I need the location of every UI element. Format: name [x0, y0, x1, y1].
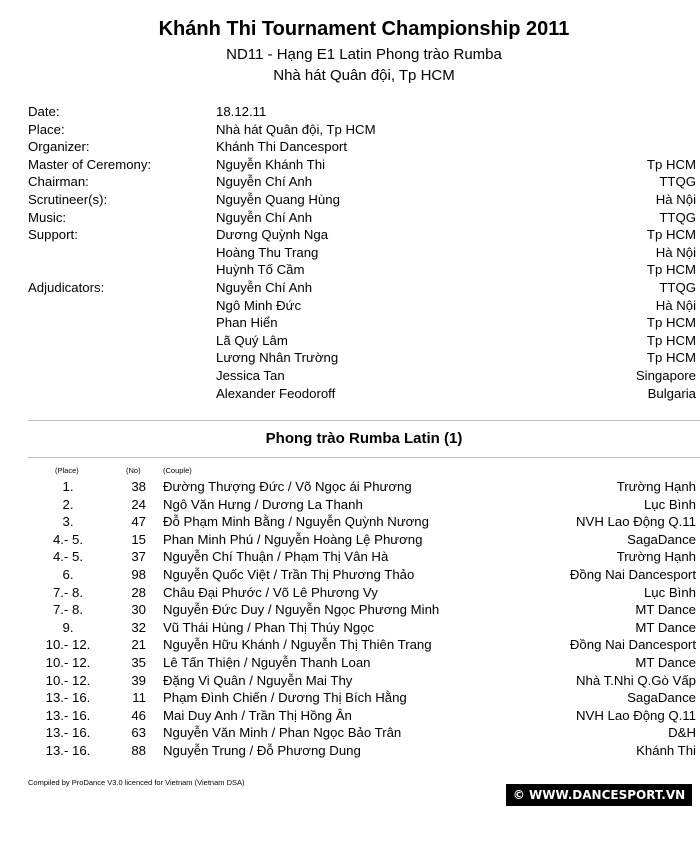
table-row	[0, 513, 696, 531]
info-location: Tp HCM	[646, 315, 696, 331]
table-row	[0, 636, 696, 654]
info-name: Khánh Thi Dancesport	[216, 139, 347, 155]
result-club: Khánh Thi	[636, 742, 696, 758]
result-club: Lục Bình	[643, 584, 696, 600]
table-row	[0, 496, 696, 514]
result-couple: Nguyễn Đức Duy / Nguyễn Ngọc Phương Minh	[163, 602, 440, 618]
info-location: TTQG	[659, 279, 696, 295]
info-label: Organizer:	[28, 139, 90, 155]
result-place: 2.	[62, 496, 74, 512]
result-club: MT Dance	[635, 602, 696, 618]
table-row	[0, 601, 696, 619]
result-club: Nhà T.Nhi Q.Gò Vấp	[576, 672, 696, 688]
info-location: Tp HCM	[646, 350, 696, 366]
result-couple: Đường Thượng Đức / Võ Ngọc ái Phương	[163, 479, 412, 494]
result-couple: Vũ Thái Hùng / Phan Thị Thúy Ngọc	[163, 619, 375, 635]
info-label: Master of Ceremony:	[28, 156, 152, 172]
table-row	[0, 707, 696, 725]
result-club: Đồng Nai Dancesport	[569, 637, 696, 653]
result-couple: Lê Tấn Thiện / Nguyễn Thanh Loan	[163, 654, 371, 670]
result-couple: Phan Minh Phú / Nguyễn Hoàng Lệ Phương	[163, 531, 423, 547]
result-club: Lục Bình	[643, 496, 696, 512]
watermark-badge: © WWW.DANCESPORT.VN	[506, 784, 692, 806]
result-club: MT Dance	[635, 654, 696, 670]
result-place: 13.- 16.	[45, 690, 91, 706]
result-couple: Phạm Đình Chiến / Dương Thị Bích Hằng	[163, 690, 407, 706]
result-club: NVH Lao Động Q.11	[576, 514, 696, 530]
result-couple: Ngô Văn Hưng / Dương La Thanh	[163, 496, 363, 512]
table-row	[0, 742, 696, 760]
info-location: Singapore	[635, 367, 696, 383]
table-row	[0, 672, 696, 690]
result-place: 13.- 16.	[45, 725, 91, 741]
result-number: 30	[131, 602, 146, 618]
result-place: 7.- 8.	[52, 584, 84, 600]
info-row-support	[28, 226, 696, 244]
info-label: Date:	[28, 104, 60, 119]
info-name: Nhà hát Quân đội, Tp HCM	[216, 121, 376, 137]
results-header-couple: (Couple)	[163, 466, 192, 475]
info-label: Music:	[28, 209, 67, 225]
info-location: Tp HCM	[646, 227, 696, 243]
info-row-organizer	[28, 138, 696, 156]
info-location: TTQG	[659, 174, 696, 190]
info-name: Lương Nhân Trường	[216, 350, 339, 366]
result-club: Đồng Nai Dancesport	[569, 566, 696, 582]
info-location: Hà Nội	[655, 191, 696, 207]
info-label: Place:	[28, 121, 65, 137]
result-place: 7.- 8.	[52, 602, 84, 618]
table-row	[0, 724, 696, 742]
info-label: Chairman:	[28, 174, 89, 190]
info-row-adjudicator	[28, 367, 696, 385]
info-name: Alexander Feodoroff	[216, 385, 336, 401]
info-name: 18.12.11	[216, 104, 267, 119]
result-couple: Đặng Vi Quân / Nguyễn Mai Thy	[163, 672, 353, 688]
result-couple: Mai Duy Anh / Trần Thị Hồng Ân	[163, 707, 352, 723]
result-number: 37	[131, 549, 146, 565]
section-title: Phong trào Rumba Latin (1)	[265, 430, 463, 447]
result-place: 10.- 12.	[45, 637, 91, 653]
table-row	[0, 619, 696, 637]
info-name: Nguyễn Khánh Thi	[216, 156, 325, 172]
divider-bottom	[28, 457, 700, 458]
officials-info	[28, 103, 696, 402]
result-couple: Nguyễn Văn Minh / Phan Ngọc Bảo Trân	[163, 725, 402, 741]
table-row	[0, 654, 696, 672]
table-row	[0, 478, 696, 496]
result-number: 35	[131, 654, 146, 670]
result-club: SagaDance	[627, 531, 696, 547]
result-place: 4.- 5.	[52, 531, 84, 547]
result-place: 10.- 12.	[45, 672, 91, 688]
info-row-master-of-ceremony	[28, 156, 696, 174]
result-couple: Nguyễn Trung / Đỗ Phương Dung	[163, 742, 361, 758]
result-place: 10.- 12.	[45, 654, 91, 670]
result-number: 88	[131, 742, 146, 758]
info-location: Hà Nội	[655, 297, 696, 313]
info-row-adjudicator	[28, 385, 696, 403]
info-name: Nguyễn Chí Anh	[216, 209, 313, 225]
info-location: Bulgaria	[647, 385, 696, 401]
info-location: Hà Nội	[655, 244, 696, 260]
result-club: Trường Hạnh	[616, 479, 696, 494]
info-name: Hoàng Thu Trang	[216, 244, 319, 260]
result-number: 24	[131, 496, 146, 512]
result-number: 38	[131, 479, 146, 494]
result-club: MT Dance	[635, 619, 696, 635]
info-name: Jessica Tan	[216, 367, 285, 383]
result-club: NVH Lao Động Q.11	[576, 707, 696, 723]
result-place: 13.- 16.	[45, 742, 91, 758]
info-name: Nguyễn Quang Hùng	[216, 191, 340, 207]
result-place: 9.	[62, 619, 74, 635]
info-name: Nguyễn Chí Anh	[216, 174, 313, 190]
info-row-adjudicator	[28, 349, 696, 367]
result-couple: Nguyễn Quốc Việt / Trần Thị Phương Thảo	[163, 566, 415, 582]
table-row	[0, 531, 696, 549]
venue-subtitle: Nhà hát Quân đội, Tp HCM	[273, 67, 455, 84]
result-place: 4.- 5.	[52, 549, 84, 565]
result-number: 46	[131, 707, 146, 723]
info-name: Dương Quỳnh Nga	[216, 227, 329, 243]
info-row-support	[28, 244, 696, 262]
table-row	[0, 548, 696, 566]
event-subtitle: ND11 - Hạng E1 Latin Phong trào Rumba	[226, 46, 502, 63]
result-number: 47	[131, 514, 146, 530]
info-row-adjudicator	[28, 332, 696, 350]
divider-top	[28, 420, 700, 421]
info-name: Huỳnh Tố Cầm	[216, 262, 305, 278]
info-row-chairman	[28, 173, 696, 191]
info-row-date	[28, 103, 696, 121]
result-club: SagaDance	[627, 690, 696, 706]
info-row-adjudicator	[28, 314, 696, 332]
info-name: Phan Hiển	[216, 315, 278, 331]
info-label: Adjudicators:	[28, 279, 105, 295]
info-location: TTQG	[659, 209, 696, 225]
result-number: 21	[131, 637, 146, 653]
table-row	[0, 584, 696, 602]
footer-note: Compiled by ProDance V3.0 licenced for Vietnam (Vietnam DSA)	[28, 778, 245, 787]
result-number: 11	[132, 690, 146, 706]
result-place: 3.	[62, 514, 74, 530]
results-header-no: (No)	[126, 466, 141, 475]
info-row-support	[28, 261, 696, 279]
result-number: 32	[131, 619, 146, 635]
result-number: 63	[131, 725, 146, 741]
result-club: Trường Hạnh	[616, 549, 696, 565]
info-location: Tp HCM	[646, 262, 696, 278]
results-header-place: (Place)	[55, 466, 79, 475]
info-location: Tp HCM	[646, 332, 696, 348]
document-title: Khánh Thi Tournament Championship 2011	[158, 18, 570, 40]
result-number: 98	[131, 566, 146, 582]
result-couple: Đỗ Phạm Minh Bằng / Nguyễn Quỳnh Nương	[163, 514, 429, 530]
info-row-adjudicator	[28, 297, 696, 315]
info-row-scrutineer	[28, 191, 696, 209]
table-row	[0, 689, 696, 707]
info-name: Ngô Minh Đức	[216, 297, 302, 313]
info-row-music	[28, 209, 696, 227]
info-name: Nguyễn Chí Anh	[216, 279, 313, 295]
result-couple: Châu Đại Phước / Võ Lê Phương Vy	[163, 584, 378, 600]
info-row-place	[28, 121, 696, 139]
result-number: 39	[131, 672, 146, 688]
info-label: Support:	[28, 227, 78, 243]
result-place: 1.	[62, 479, 74, 494]
result-place: 6.	[62, 566, 74, 582]
result-place: 13.- 16.	[45, 707, 91, 723]
result-club: D&H	[668, 725, 696, 741]
results-table	[0, 478, 696, 760]
table-row	[0, 566, 696, 584]
info-location: Tp HCM	[646, 156, 696, 172]
result-couple: Nguyễn Chí Thuận / Phạm Thị Vân Hà	[163, 549, 389, 565]
info-name: Lã Quý Lâm	[216, 332, 288, 348]
info-row-adjudicator	[28, 279, 696, 297]
result-number: 28	[131, 584, 146, 600]
info-label: Scrutineer(s):	[28, 191, 108, 207]
result-number: 15	[131, 531, 146, 547]
result-couple: Nguyễn Hữu Khánh / Nguyễn Thị Thiên Trang	[163, 637, 432, 653]
